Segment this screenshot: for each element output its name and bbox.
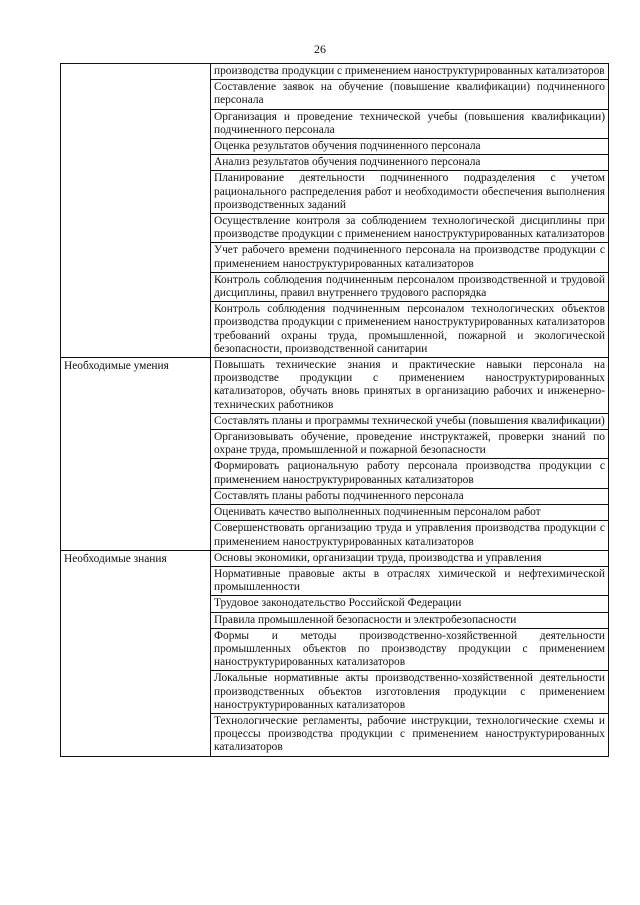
page-number: 26 <box>314 42 326 56</box>
requirement-text: Технологические регламенты, рабочие инструкции, технологические схемы и процессы производства продукции с применением наноструктурированных катализаторов <box>211 713 609 756</box>
requirement-text: Контроль соблюдения подчиненным персоналом технологических объектов производства продукции с применением наноструктурированных катализаторов требований охраны труда, промышленной, пожарной и экологической безопасности, производственной санитарии <box>211 302 609 358</box>
requirement-text: Правила промышленной безопасности и электробезопасности <box>211 612 609 628</box>
requirement-text: Локальные нормативные акты производственно-хозяйственной деятельности производственных объектов изготовления продукции с применением наноструктурированных катализаторов <box>211 671 609 714</box>
requirement-text: Организовывать обучение, проведение инструктажей, проверки знаний по охране труда, промышленной и пожарной безопасности <box>211 430 609 459</box>
requirement-text: Нормативные правовые акты в отраслях химической и нефтехимической промышленности <box>211 566 609 595</box>
table-body <box>61 64 609 757</box>
section-label: Необходимые умения <box>61 358 211 551</box>
requirement-text: Трудовое законодательство Российской Федерации <box>211 596 609 612</box>
requirement-text: Формировать рациональную работу персонала производства продукции с применением наноструктурированных катализаторов <box>211 459 609 488</box>
requirement-text: Составлять планы и программы технической учебы (повышения квалификации) <box>211 413 609 429</box>
requirement-text: Планирование деятельности подчиненного подразделения с учетом рационального распределения работ и необходимости обеспечения выполнения производственных заданий <box>211 171 609 214</box>
requirement-text: Составлять планы работы подчиненного персонала <box>211 488 609 504</box>
requirement-text: Основы экономики, организации труда, производства и управления <box>211 550 609 566</box>
requirement-text: Организация и проведение технической учебы (повышения квалификации) подчиненного персонала <box>211 109 609 138</box>
requirement-text: Оценивать качество выполненных подчиненным персоналом работ <box>211 505 609 521</box>
requirement-text: Учет рабочего времени подчиненного персонала на производстве продукции с применением наноструктурированных катализаторов <box>211 243 609 272</box>
requirement-text: Составление заявок на обучение (повышение квалификации) подчиненного персонала <box>211 80 609 109</box>
table-row <box>61 550 609 566</box>
requirement-text: Формы и методы производственно-хозяйственной деятельности промышленных объектов по производству продукции с применением наноструктурированных катализаторов <box>211 628 609 671</box>
requirement-text: Повышать технические знания и практические навыки персонала на производстве продукции с применением наноструктурированных катализаторов, обучать вновь принятых в организацию рабочих и инженерно-технических работников <box>211 358 609 414</box>
requirements-table <box>60 63 609 757</box>
requirement-text: Анализ результатов обучения подчиненного персонала <box>211 155 609 171</box>
requirement-text: Совершенствовать организацию труда и управления производства продукции с применением наноструктурированных катализаторов <box>211 521 609 550</box>
requirement-text: Осуществление контроля за соблюдением технологической дисциплины при производстве продукции с применением наноструктурированных катализаторов <box>211 214 609 243</box>
requirement-text: Контроль соблюдения подчиненным персоналом производственной и трудовой дисциплины, правил внутреннего трудового распорядка <box>211 272 609 301</box>
requirement-text: Оценка результатов обучения подчиненного персонала <box>211 139 609 155</box>
section-label: Необходимые знания <box>61 550 211 756</box>
table-row <box>61 64 609 80</box>
section-label <box>61 64 211 358</box>
table-row <box>61 358 609 414</box>
requirement-text: производства продукции с применением наноструктурированных катализаторов <box>211 64 609 80</box>
